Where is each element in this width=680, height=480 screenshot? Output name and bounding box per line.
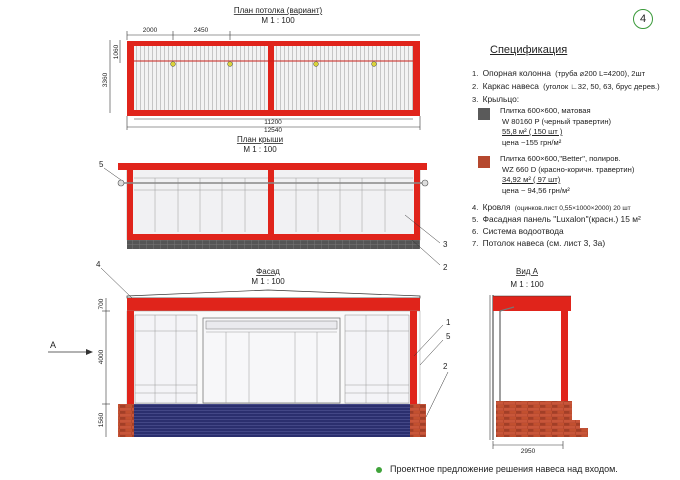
spec-item-5: 5. Фасадная панель "Luxalon"(красн.) 15 м² [472, 214, 641, 224]
spec-tile1-line1: Плитка 600×600, матовая [500, 106, 591, 115]
spec-item-6: 6. Система водоотвода [472, 226, 564, 236]
tile-swatch-red-brown [478, 156, 490, 168]
sheet-number-badge: 4 [633, 9, 653, 29]
spec-tile2-line1: Плитка 600×600,"Better", полиров. [500, 154, 621, 163]
view-a-porch [496, 401, 572, 437]
roof-plan-scale: М 1 : 100 [243, 145, 277, 154]
facade-column-right [410, 311, 417, 404]
ceiling-dim-1060: 1060 [113, 44, 120, 60]
roof-callout-5: 5 [99, 160, 104, 169]
drain-icon [422, 180, 428, 186]
spec-item-4: 4. Кровля (оцинков.лист 0,55×1000×2000) 20 шт [472, 202, 631, 212]
spec-item-7: 7. Потолок навеса (см. лист 3, 3а) [472, 238, 606, 248]
facade-column-left [127, 311, 134, 404]
ceiling-plan-scale: М 1 : 100 [261, 16, 295, 25]
spec-item-3: 3. Крыльцо: [472, 94, 520, 104]
spec-tile2-line4: цена ~ 94,56 грн/м² [502, 186, 570, 195]
facade-dim-4000: 4000 [98, 349, 105, 365]
ceiling-panel-left [134, 46, 268, 110]
ceiling-plan [102, 6, 420, 134]
facade-steps [134, 404, 410, 437]
facade-dim-1560: 1560 [98, 412, 105, 428]
roof-plan [99, 135, 448, 272]
facade-entrance [203, 318, 340, 403]
roof-plan-title: План крыши [236, 135, 284, 144]
ceiling-panel-right [274, 46, 413, 110]
roof-center-beam [268, 163, 274, 240]
facade-window-left [135, 315, 197, 403]
ceiling-dim-12540: 12540 [263, 127, 283, 134]
spec-item-1: 1. Опорная колонна (труба ⌀200 L=4200), 2шт [472, 68, 646, 78]
ceiling-dim-2000: 2000 [142, 27, 158, 34]
facade-window-right [345, 315, 409, 403]
facade-scale: М 1 : 100 [251, 277, 285, 286]
lamp-icon [228, 62, 233, 67]
spec-title: Спецификация [490, 44, 568, 56]
ceiling-dim-3360: 3360 [102, 72, 109, 88]
facade-callout-1: 1 [446, 318, 451, 327]
view-a-dim-2950: 2950 [520, 448, 536, 455]
facade-elevation [48, 260, 451, 437]
lamp-icon [314, 62, 319, 67]
facade-callout-5: 5 [446, 332, 451, 341]
facade-callout-4: 4 [96, 260, 101, 269]
facade-fascia [127, 298, 420, 311]
view-a [490, 267, 588, 455]
spec-item-2: 2. Каркас навеса (уголок ∟32, 50, 63, брус дерев.) [472, 81, 660, 91]
view-a-title: Вид А [515, 267, 539, 276]
tile-swatch-dark [478, 108, 490, 120]
roof-callout-3: 3 [443, 240, 448, 249]
ceiling-plan-title: План потолка (вариант) [233, 6, 323, 15]
view-a-arrow-label: А [50, 340, 57, 350]
spec-tile1-line4: цена ~155 грн/м² [502, 138, 562, 147]
spec-tile1-line3: 55,8 м² ( 150 шт ) [502, 127, 563, 136]
view-a-column [561, 311, 568, 401]
lamp-icon [372, 62, 377, 67]
roof-callout-2: 2 [443, 263, 448, 272]
spec-tile1-line2: W 80160 P (черный травертин) [502, 117, 612, 126]
footer-caption: Проектное предложение решения навеса над входом. [376, 464, 618, 474]
spec-tile2-line2: WZ 660 D (красно-коричн. травертин) [502, 165, 635, 174]
spec-tile2-line3: 34,92 м² ( 97 шт) [502, 175, 561, 184]
bullet-icon [376, 467, 382, 473]
ceiling-dim-11200: 11200 [264, 119, 282, 126]
view-a-scale: М 1 : 100 [510, 280, 544, 289]
ceiling-dim-2450: 2450 [193, 27, 209, 34]
drain-icon [118, 180, 124, 186]
view-a-canopy [493, 296, 571, 311]
facade-callout-2: 2 [443, 362, 448, 371]
facade-title: Фасад [256, 267, 280, 276]
lamp-icon [171, 62, 176, 67]
facade-dim-700: 700 [98, 298, 105, 310]
